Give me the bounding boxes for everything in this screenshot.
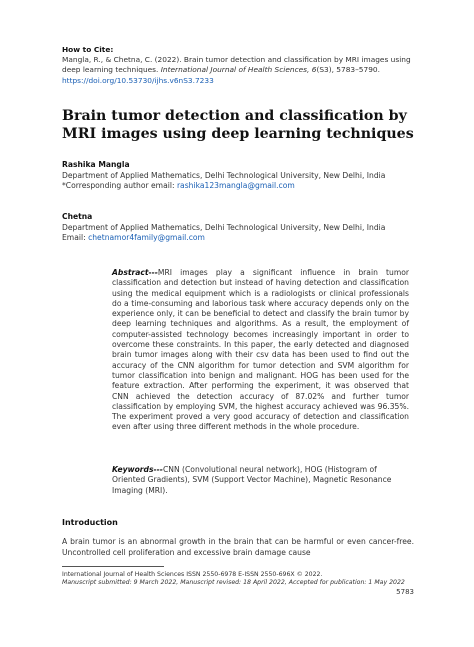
citation-heading: How to Cite: — [62, 45, 114, 54]
citation-journal: International Journal of Health Sciences, 6 — [160, 65, 317, 75]
author-name: Rashika Mangla — [62, 160, 130, 169]
author-email-line — [62, 233, 422, 244]
citation-reference: Mangla, R., & Chetna, C. (2022). Brain tumor detection and classification by MRI images using deep learning techniques. — [62, 55, 411, 75]
paper-title: Brain tumor detection and classification by MRI images using deep learning techniques — [62, 108, 414, 142]
keywords-label: Keywords--- — [112, 465, 163, 474]
footer-journal-line: International Journal of Health Sciences ISSN 2550-6978 E-ISSN 2550-696X © 2022. — [62, 571, 323, 578]
abstract-text: MRI images play a significant influence in brain tumor classification and detection but instead of having detection and classification using the medical equipment which is a radiologists or clinical professionals do a time-consuming and laborious task where accuracy depends only on the experience only, it can be beneficial to detect and classify the brain tumor by deep learning techniques and algorithms. As a result, the employment of computer-assisted technology becomes increasingly important in order to overcome these constraints. In this paper, the early detected and diagnosed brain tumor images along with their csv data has been used to find out the accuracy of the CNN algorithm for tumor detection and SVM algorithm for tumor classification into benign and malignant. HOG has been used for the feature extraction. After performing the experiment, it was observed that CNN achieved the detection accuracy of 87.02% and further tumor classification by employing SVM, the highest accuracy achieved was 96.35%. The experiment proved a very good accuracy of detection and classification even after using three different methods in the whole procedure. — [112, 268, 409, 432]
footer — [62, 571, 414, 587]
citation-issue-pages: (S3), 5783–5790. — [316, 65, 380, 75]
email-link[interactable]: rashika123mangla@gmail.com — [176, 181, 295, 191]
email-label: Email: — [62, 233, 86, 243]
introduction-text: A brain tumor is an abnormal growth in the brain that can be harmful or even cancer-free. Uncontrolled cell proliferation and excessive brain damage cause — [62, 537, 414, 557]
introduction-heading: Introduction — [62, 518, 118, 527]
footer-dates: Manuscript submitted: 9 March 2022, Manuscript revised: 18 April 2022, Accepted for publication: 1 May 2022 — [62, 579, 405, 586]
author-affiliation: Department of Applied Mathematics, Delhi Technological University, New Delhi, India — [62, 170, 386, 180]
abstract-label: Abstract--- — [112, 268, 158, 277]
author-block-1 — [62, 160, 422, 192]
citation-text — [62, 55, 414, 86]
author-block-2 — [62, 212, 422, 244]
author-affiliation: Department of Applied Mathematics, Delhi Technological University, New Delhi, India — [62, 222, 386, 232]
email-label: *Corresponding author email: — [62, 181, 175, 191]
keywords-text: CNN (Convolutional neural network), HOG (Histogram of Oriented Gradients), SVM (Support Vector Machine), Magnetic Resonance Imaging (MRI). — [112, 465, 392, 495]
abstract — [112, 268, 409, 433]
page-number: 5783 — [396, 588, 414, 596]
footer-divider — [62, 566, 164, 567]
author-email-line — [62, 181, 422, 192]
doi-link[interactable]: https://doi.org/10.53730/ijhs.v6nS3.7233 — [62, 75, 214, 85]
author-name: Chetna — [62, 212, 93, 221]
citation-block — [62, 45, 414, 86]
keywords — [112, 465, 409, 496]
email-link[interactable]: chetnamor4family@gmail.com — [88, 233, 205, 243]
